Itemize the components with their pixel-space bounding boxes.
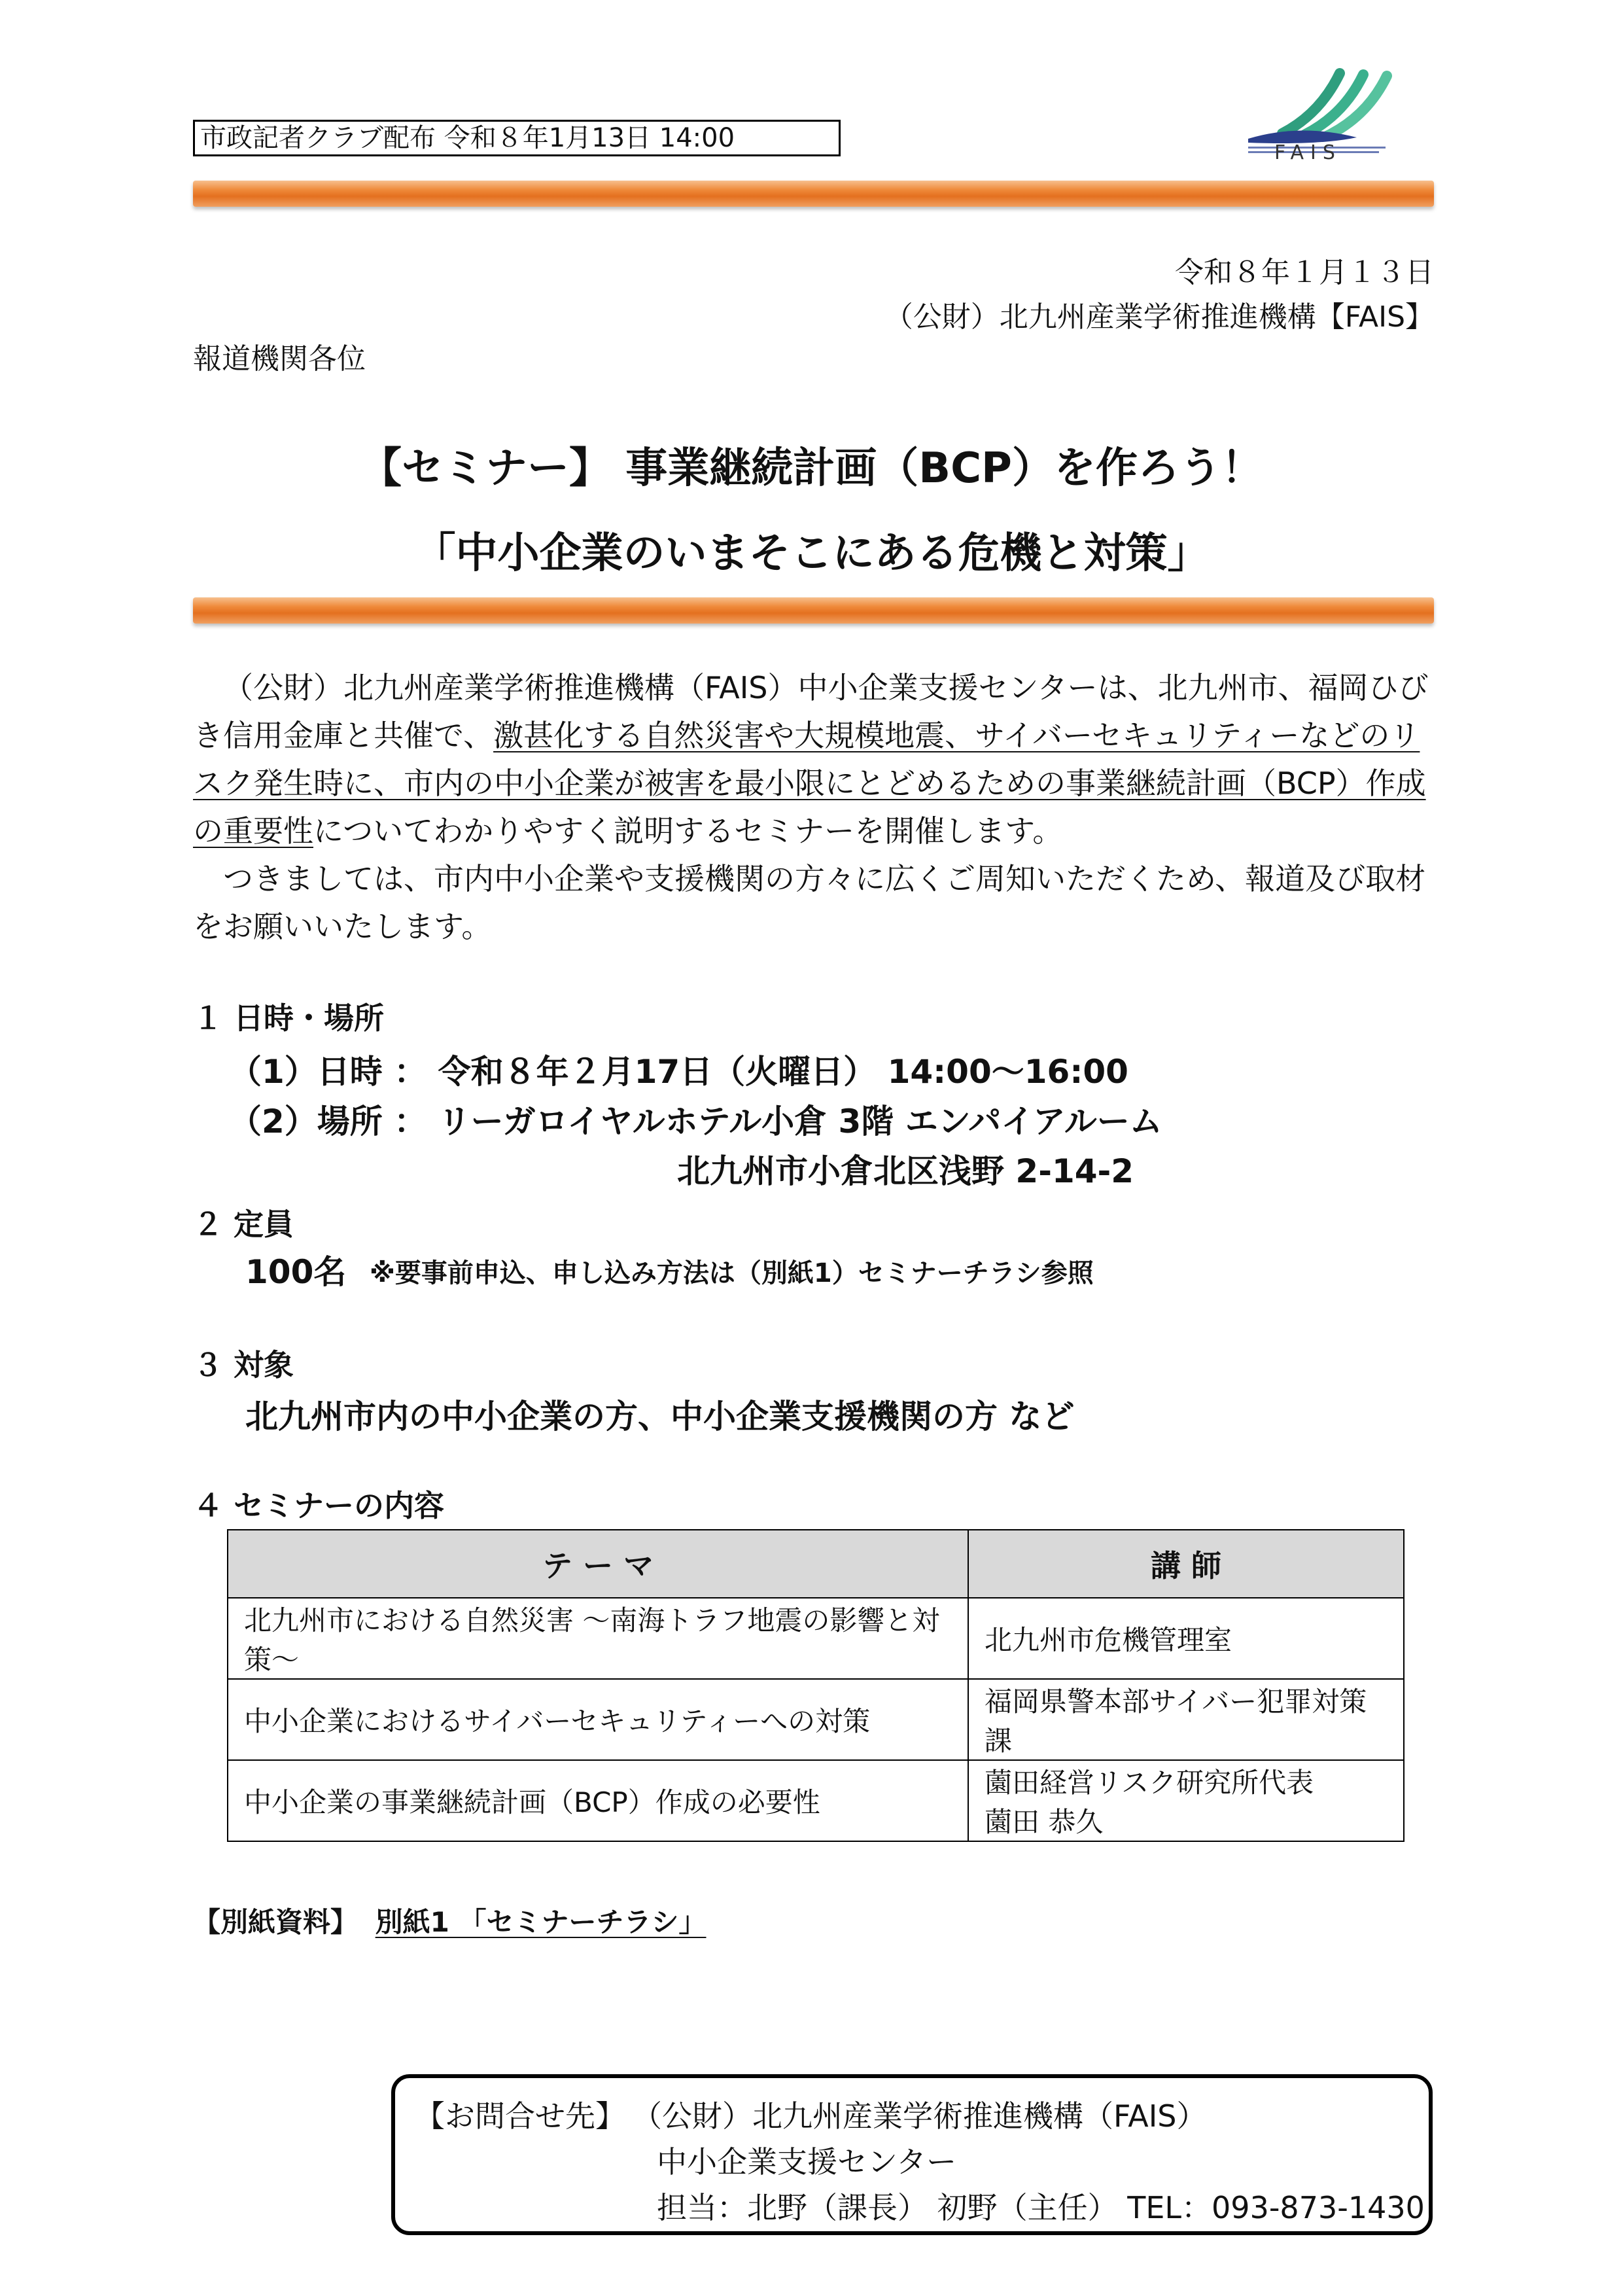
addressee: 報道機関各位 <box>193 342 366 376</box>
page-subtitle: 「中小企業のいまそこにある危機と対策」 <box>413 529 1210 578</box>
contact-label: 【お問合せ先】 <box>415 2098 625 2134</box>
underlined-text: 激甚化する自然災害や大規模地震、サイバーセキュリティーなどのリスク発生時に、市内の中小企業が被害を最小限にとどめるための事業継続計画（BCP）作成の重要性 <box>193 718 1426 849</box>
contact-department: 中小企業支援センター <box>657 2144 957 2180</box>
table-row <box>228 1679 1404 1760</box>
lecturer-cell: 福岡県警本部サイバー犯罪対策課 <box>968 1679 1404 1760</box>
body-text-segment: についてわかりやすく説明するセミナーを開催します。 <box>313 813 1063 849</box>
section-heading-capacity: ２ 定員 <box>193 1207 294 1242</box>
table-row <box>228 1760 1404 1841</box>
body-text <box>193 664 1434 951</box>
title-divider <box>193 597 1434 624</box>
seminar-table <box>227 1529 1405 1842</box>
column-header-lecturer: 講 師 <box>968 1530 1404 1598</box>
event-place: （2）場所 ： リーガロイヤルホテル小倉 3階 エンパイアルーム <box>229 1103 1162 1140</box>
body-paragraph-2: つきましては、市内中小企業や支援機関の方々に広くご周知いただくため、報道及び取材をお願いいたします。 <box>193 861 1426 944</box>
contact-box <box>391 2074 1433 2235</box>
body-paragraph-1 <box>193 664 1434 855</box>
lecturer-cell <box>968 1760 1404 1841</box>
capacity-value: 100名 <box>245 1253 347 1291</box>
issuer: （公財）北九州産業学術推進機構【FAIS】 <box>884 300 1434 334</box>
lecturer-affiliation: 薗田経営リスク研究所代表 <box>985 1767 1314 1799</box>
document-date: 令和８年１月１３日 <box>1175 256 1434 289</box>
table-row <box>228 1598 1404 1679</box>
lecturer-cell: 北九州市危機管理室 <box>968 1598 1404 1679</box>
capacity-note: ※要事前申込、申し込み方法は（別紙1）セミナーチラシ参照 <box>370 1258 1094 1288</box>
appendix-reference <box>193 1901 707 1940</box>
logo-text: FAIS <box>1274 141 1342 164</box>
body-text-segment: （公財）北九州産業学術推進機構（FAIS）中小企業支援センターは、北九州市、福岡ひびき信用金庫と共催で、 <box>193 670 1429 753</box>
column-header-theme: テ ー マ <box>228 1530 968 1598</box>
contact-organization: （公財）北九州産業学術推進機構（FAIS） <box>632 2098 1207 2134</box>
theme-cell: 北九州市における自然災害 ～南海トラフ地震の影響と対策～ <box>228 1598 968 1679</box>
appendix-label: 【別紙資料】 <box>193 1906 358 1938</box>
theme-cell: 中小企業におけるサイバーセキュリティーへの対策 <box>228 1679 968 1760</box>
press-distribution-notice: 市政記者クラブ配布 令和８年1月13日 14:00 <box>193 120 841 156</box>
event-date: （1）日時 ： 令和８年２月17日（火曜日） 14:00～16:00 <box>229 1053 1128 1091</box>
table-header-row <box>228 1530 1404 1598</box>
page-title: 【セミナー】 事業継続計画（BCP）を作ろう！ <box>360 444 1263 493</box>
appendix-link[interactable]: 別紙1 「セミナーチラシ」 <box>375 1906 707 1938</box>
contact-person: 担当：北野（課長） 初野（主任） TEL：093-873-1430 <box>657 2190 1425 2225</box>
header-divider <box>193 181 1434 207</box>
section-heading-datetime: １ 日時・場所 <box>193 1000 385 1036</box>
section-heading-content: ４ セミナーの内容 <box>193 1488 445 1523</box>
lecturer-name: 薗田 恭久 <box>985 1806 1104 1838</box>
section-heading-target: ３ 対象 <box>193 1347 294 1383</box>
theme-cell: 中小企業の事業継続計画（BCP）作成の必要性 <box>228 1760 968 1841</box>
target-audience: 北九州市内の中小企業の方、中小企業支援機関の方 など <box>245 1398 1075 1436</box>
event-address: 北九州市小倉北区浅野 2-14-2 <box>677 1152 1134 1190</box>
